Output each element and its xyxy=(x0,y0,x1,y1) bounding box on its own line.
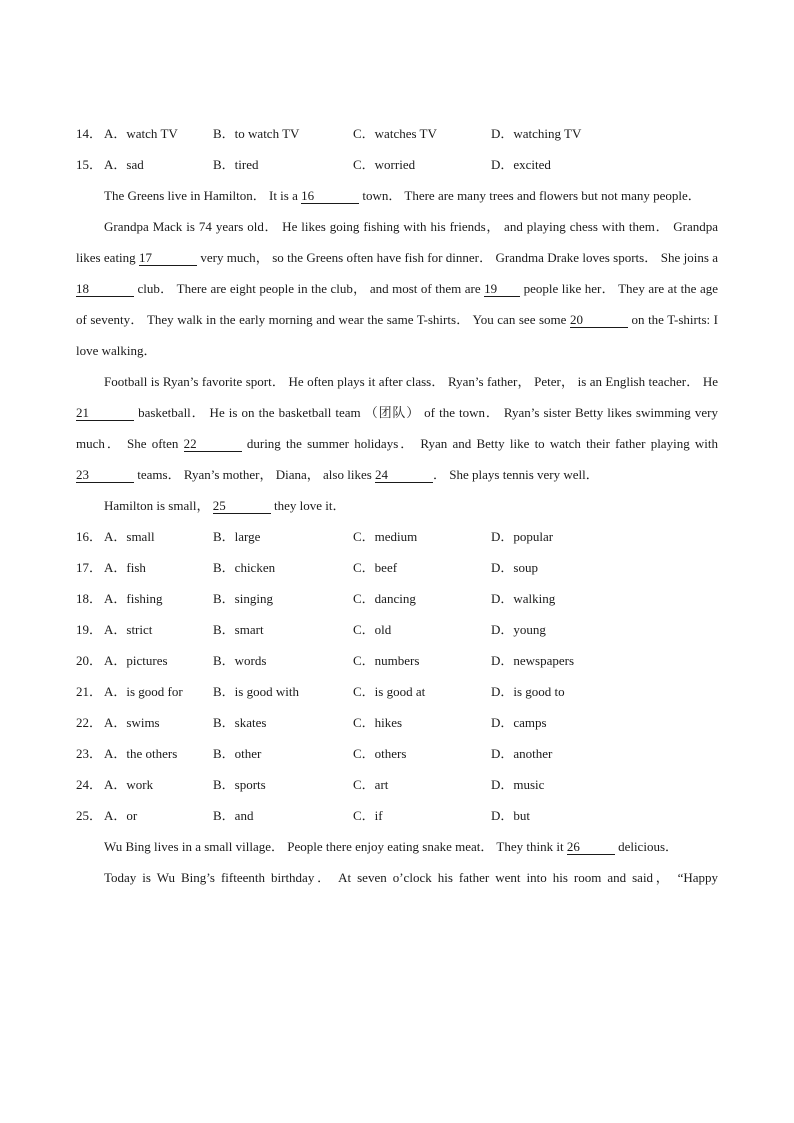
question-number: 21． xyxy=(76,684,103,699)
question-25 xyxy=(76,800,718,831)
question-number: 18． xyxy=(76,591,103,606)
option-d: D．soup xyxy=(491,560,538,575)
option-d: D．camps xyxy=(491,715,547,730)
option-a: A．small xyxy=(104,529,155,544)
option-a: A．sad xyxy=(104,157,144,172)
blank-21: 21 xyxy=(76,405,134,421)
question-number: 17． xyxy=(76,560,103,575)
option-b: B．words xyxy=(213,653,267,668)
passage-3-paragraph-1: Wu Bing lives in a small village． People there enjoy eating snake meat． They think it 26 delicious． xyxy=(104,839,678,854)
passage-3-paragraph-2: Today is Wu Bing’s fifteenth birthday． At seven o’clock his father went into his room and said， “Happy xyxy=(104,870,718,885)
blank-24: 24 xyxy=(375,467,433,483)
option-b: B．skates xyxy=(213,715,267,730)
blank-25: 25 xyxy=(213,498,271,514)
option-a: A．fish xyxy=(104,560,146,575)
blank-18: 18 xyxy=(76,281,134,297)
option-b: B．smart xyxy=(213,622,264,637)
question-number: 14． xyxy=(76,126,103,141)
option-d: D．watching TV xyxy=(491,126,582,141)
option-b: B．sports xyxy=(213,777,266,792)
option-c: C．others xyxy=(353,746,407,761)
question-15 xyxy=(76,149,718,180)
option-c: C．numbers xyxy=(353,653,420,668)
option-a: A．the others xyxy=(104,746,178,761)
option-d: D．young xyxy=(491,622,546,637)
option-d: D．walking xyxy=(491,591,556,606)
question-20 xyxy=(76,645,718,676)
option-b: B．large xyxy=(213,529,261,544)
question-17 xyxy=(76,552,718,583)
passage-paragraph-4: Hamilton is small， 25 they love it． xyxy=(104,498,346,513)
option-a: A．work xyxy=(104,777,154,792)
passage-paragraph-1: The Greens live in Hamilton． It is a 16 town． There are many trees and flowers but not many people． xyxy=(104,188,701,203)
question-number: 22． xyxy=(76,715,103,730)
question-number: 23． xyxy=(76,746,103,761)
option-c: C．if xyxy=(353,808,383,823)
option-b: B．is good with xyxy=(213,684,299,699)
option-c: C．art xyxy=(353,777,389,792)
option-c: C．watches TV xyxy=(353,126,437,141)
blank-20: 20 xyxy=(570,312,628,328)
option-b: B．other xyxy=(213,746,262,761)
question-number: 19． xyxy=(76,622,103,637)
question-16 xyxy=(76,521,718,552)
option-a: A．swims xyxy=(104,715,160,730)
blank-19: 19 xyxy=(484,281,520,297)
option-b: B．singing xyxy=(213,591,273,606)
option-c: C．medium xyxy=(353,529,418,544)
blank-17: 17 xyxy=(139,250,197,266)
option-a: A．fishing xyxy=(104,591,163,606)
option-a: A．is good for xyxy=(104,684,183,699)
option-b: B．and xyxy=(213,808,254,823)
option-d: D．excited xyxy=(491,157,551,172)
question-23 xyxy=(76,738,718,769)
option-d: D．another xyxy=(491,746,553,761)
passage-paragraph-2: Grandpa Mack is 74 years old． He likes going fishing with his friends， and playing chess with them． Grandpa likes eating 17 very much， so the Greens often have fish for dinner． Grandma Drake loves sports． She joins a 18 club． There are eight people in the club， and most of them are 19 people like her． They are at the age of seventy． They walk in the early morning and wear the same T-shirts． You can see some 20 on the T-shirts: I love walking． xyxy=(76,219,718,358)
passage-paragraph-3: Football is Ryan’s favorite sport． He often plays it after class． Ryan’s father， Peter， is an English teacher． He 21 basketball． He is on the basketball team （团队） of the town． Ryan’s sister Betty likes swimming very much． She often 22 during the summer holidays． Ryan and Betty like to watch their father playing with 23 teams． Ryan’s mother， Diana， also likes 24 ． She plays tennis very well． xyxy=(76,374,719,482)
blank-23: 23 xyxy=(76,467,134,483)
option-b: B．to watch TV xyxy=(213,126,300,141)
option-d: D．music xyxy=(491,777,545,792)
blank-16: 16 xyxy=(301,188,359,204)
option-c: C．hikes xyxy=(353,715,403,730)
question-number: 15． xyxy=(76,157,103,172)
question-21 xyxy=(76,676,718,707)
question-number: 20． xyxy=(76,653,103,668)
option-c: C．beef xyxy=(353,560,398,575)
question-14 xyxy=(76,118,718,149)
option-c: C．old xyxy=(353,622,392,637)
option-c: C．dancing xyxy=(353,591,416,606)
option-d: D．popular xyxy=(491,529,554,544)
option-c: C．is good at xyxy=(353,684,426,699)
question-22 xyxy=(76,707,718,738)
question-18 xyxy=(76,583,718,614)
option-a: A．strict xyxy=(104,622,153,637)
blank-26: 26 xyxy=(567,839,615,855)
option-b: B．tired xyxy=(213,157,259,172)
blank-22: 22 xyxy=(184,436,242,452)
question-number: 25． xyxy=(76,808,103,823)
option-a: A．or xyxy=(104,808,138,823)
option-a: A．watch TV xyxy=(104,126,178,141)
question-number: 16． xyxy=(76,529,103,544)
option-d: D．newspapers xyxy=(491,653,575,668)
option-c: C．worried xyxy=(353,157,416,172)
question-19 xyxy=(76,614,718,645)
option-a: A．pictures xyxy=(104,653,168,668)
question-number: 24． xyxy=(76,777,103,792)
option-d: D．is good to xyxy=(491,684,565,699)
option-d: D．but xyxy=(491,808,531,823)
option-b: B．chicken xyxy=(213,560,276,575)
question-24 xyxy=(76,769,718,800)
